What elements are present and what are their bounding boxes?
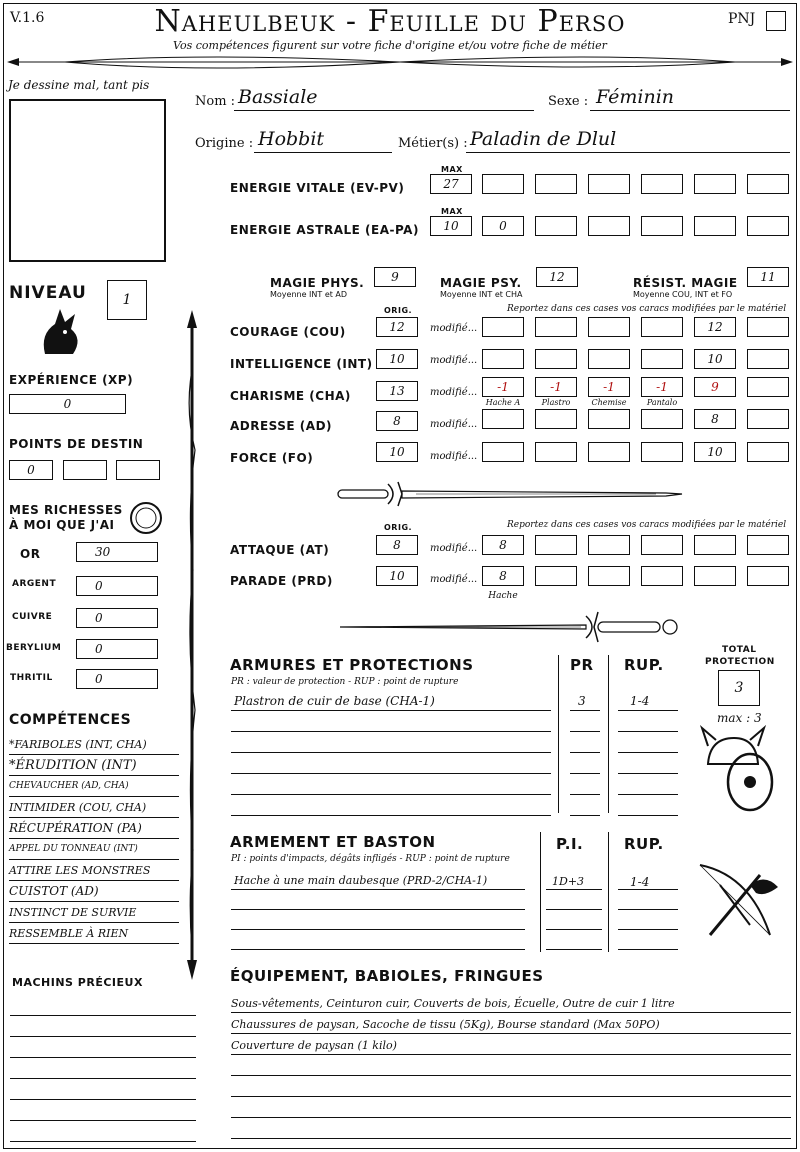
at-orig[interactable]: 8 <box>376 535 418 555</box>
weapons-icon <box>690 855 790 945</box>
magie-psy-label: MAGIE PSY. <box>440 276 522 290</box>
portrait-box[interactable] <box>9 99 166 262</box>
skill-item: *ÉRUDITION (INT) <box>9 755 179 776</box>
spear-icon <box>183 310 201 980</box>
armement-title: ARMEMENT ET BASTON <box>230 833 436 851</box>
armor-lines <box>231 690 551 816</box>
skill-item: APPEL DU TONNEAU (INT) <box>9 839 179 860</box>
at-label: ATTAQUE (AT) <box>230 543 330 557</box>
equipment-item[interactable]: Couverture de paysan (1 kilo) <box>231 1034 791 1055</box>
ea-label: ENERGIE ASTRALE (EA-PA) <box>230 223 419 237</box>
at-mod[interactable]: 8 <box>482 535 524 555</box>
page-subtitle: Vos compétences figurent sur votre fiche d'origine et/ou votre fiche de métier <box>173 39 607 52</box>
or-value[interactable]: 30 <box>76 542 158 562</box>
xp-value[interactable]: 0 <box>9 394 126 414</box>
skill-item: INSTINCT DE SURVIE <box>9 902 179 923</box>
cha-mod[interactable]: 9 <box>694 377 736 397</box>
metier-field[interactable]: Paladin de Dlul <box>470 128 617 150</box>
ad-orig[interactable]: 8 <box>376 411 418 431</box>
ad-mod[interactable]: 8 <box>694 409 736 429</box>
destin-label: POINTS DE DESTIN <box>9 437 144 451</box>
fo-mod[interactable]: 10 <box>694 442 736 462</box>
resist-magie-label: RÉSIST. MAGIE <box>633 276 738 290</box>
machins-precieux-title: MACHINS PRÉCIEUX <box>12 976 143 989</box>
cuivre-value[interactable]: 0 <box>76 608 158 628</box>
ev-max[interactable]: 27 <box>430 174 472 194</box>
cou-orig[interactable]: 12 <box>376 317 418 337</box>
cha-orig[interactable]: 13 <box>376 381 418 401</box>
page-title: Naheulbeuk - Feuille du Perso <box>154 4 626 39</box>
nom-label: Nom : <box>195 94 236 109</box>
skill-item: CHEVAUCHER (AD, CHA) <box>9 776 179 797</box>
skill-item: CUISTOT (AD) <box>9 881 179 902</box>
nom-field[interactable]: Bassiale <box>238 86 318 108</box>
equipment-item[interactable]: Sous-vêtements, Ceinturon cuir, Couverts de bois, Écuelle, Outre de cuir 1 litre <box>231 992 791 1013</box>
niveau-value[interactable]: 1 <box>107 280 147 320</box>
dragon-icon <box>35 304 85 364</box>
xp-label: EXPÉRIENCE (XP) <box>9 373 134 387</box>
coin-icon <box>128 500 164 536</box>
cha-label: CHARISME (CHA) <box>230 389 351 403</box>
skills-list <box>9 734 179 944</box>
equipement-title: ÉQUIPEMENT, BABIOLES, FRINGUES <box>230 967 544 985</box>
resist-magie-value[interactable]: 11 <box>747 267 789 287</box>
int-mod[interactable]: 10 <box>694 349 736 369</box>
origine-field[interactable]: Hobbit <box>258 128 325 150</box>
pnj-checkbox[interactable] <box>766 11 786 31</box>
cou-label: COURAGE (COU) <box>230 325 346 339</box>
fo-label: FORCE (FO) <box>230 451 314 465</box>
total-protection[interactable]: 3 <box>718 670 760 706</box>
int-label: INTELLIGENCE (INT) <box>230 357 373 371</box>
sexe-field[interactable]: Féminin <box>596 86 675 108</box>
portrait-caption: Je dessine mal, tant pis <box>8 78 150 92</box>
metier-label: Métier(s) : <box>398 136 468 151</box>
ad-label: ADRESSE (AD) <box>230 419 333 433</box>
skill-item: ATTIRE LES MONSTRES <box>9 860 179 881</box>
ea-current[interactable]: 0 <box>482 216 524 236</box>
competences-title: COMPÉTENCES <box>9 712 132 728</box>
magie-phys-label: MAGIE PHYS. <box>270 276 365 290</box>
thritil-value[interactable]: 0 <box>76 669 158 689</box>
pnj-label: PNJ <box>728 11 756 27</box>
weapon-lines <box>231 870 525 950</box>
sexe-label: Sexe : <box>548 94 589 109</box>
armures-title: ARMURES ET PROTECTIONS <box>230 656 474 674</box>
equipment-item[interactable]: Chaussures de paysan, Sacoche de tissu (5Kg), Bourse standard (Max 50PO) <box>231 1013 791 1034</box>
prd-orig[interactable]: 10 <box>376 566 418 586</box>
magie-phys-value[interactable]: 9 <box>374 267 416 287</box>
header-ornament <box>5 52 795 76</box>
magie-psy-value[interactable]: 12 <box>536 267 578 287</box>
int-orig[interactable]: 10 <box>376 349 418 369</box>
treasures-lines[interactable] <box>10 995 196 1142</box>
cou-mod[interactable]: 12 <box>694 317 736 337</box>
argent-value[interactable]: 0 <box>76 576 158 596</box>
origine-label: Origine : <box>195 136 254 151</box>
skill-item: RÉCUPÉRATION (PA) <box>9 818 179 839</box>
prd-label: PARADE (PRD) <box>230 574 333 588</box>
skill-item: INTIMIDER (COU, CHA) <box>9 797 179 818</box>
sword-icon <box>336 610 686 644</box>
ev-label: ENERGIE VITALE (EV-PV) <box>230 181 405 195</box>
skill-item: RESSEMBLE À RIEN <box>9 923 179 944</box>
helmet-shield-icon <box>700 724 780 814</box>
skill-item: *FARIBOLES (INT, CHA) <box>9 734 179 755</box>
niveau-label: NIVEAU <box>9 283 87 303</box>
weapon-item[interactable]: Hache à une main daubesque (PRD-2/CHA-1) <box>234 874 488 887</box>
berylium-value[interactable]: 0 <box>76 639 158 659</box>
sword-icon <box>336 480 686 510</box>
fo-orig[interactable]: 10 <box>376 442 418 462</box>
armor-item[interactable]: Plastron de cuir de base (CHA-1) <box>234 694 435 708</box>
destin-value[interactable]: 0 <box>9 460 53 480</box>
equipment-lines <box>231 992 791 1139</box>
ea-max[interactable]: 10 <box>430 216 472 236</box>
prd-mod[interactable]: 8 <box>482 566 524 586</box>
version-label: V.1.6 <box>10 10 45 26</box>
